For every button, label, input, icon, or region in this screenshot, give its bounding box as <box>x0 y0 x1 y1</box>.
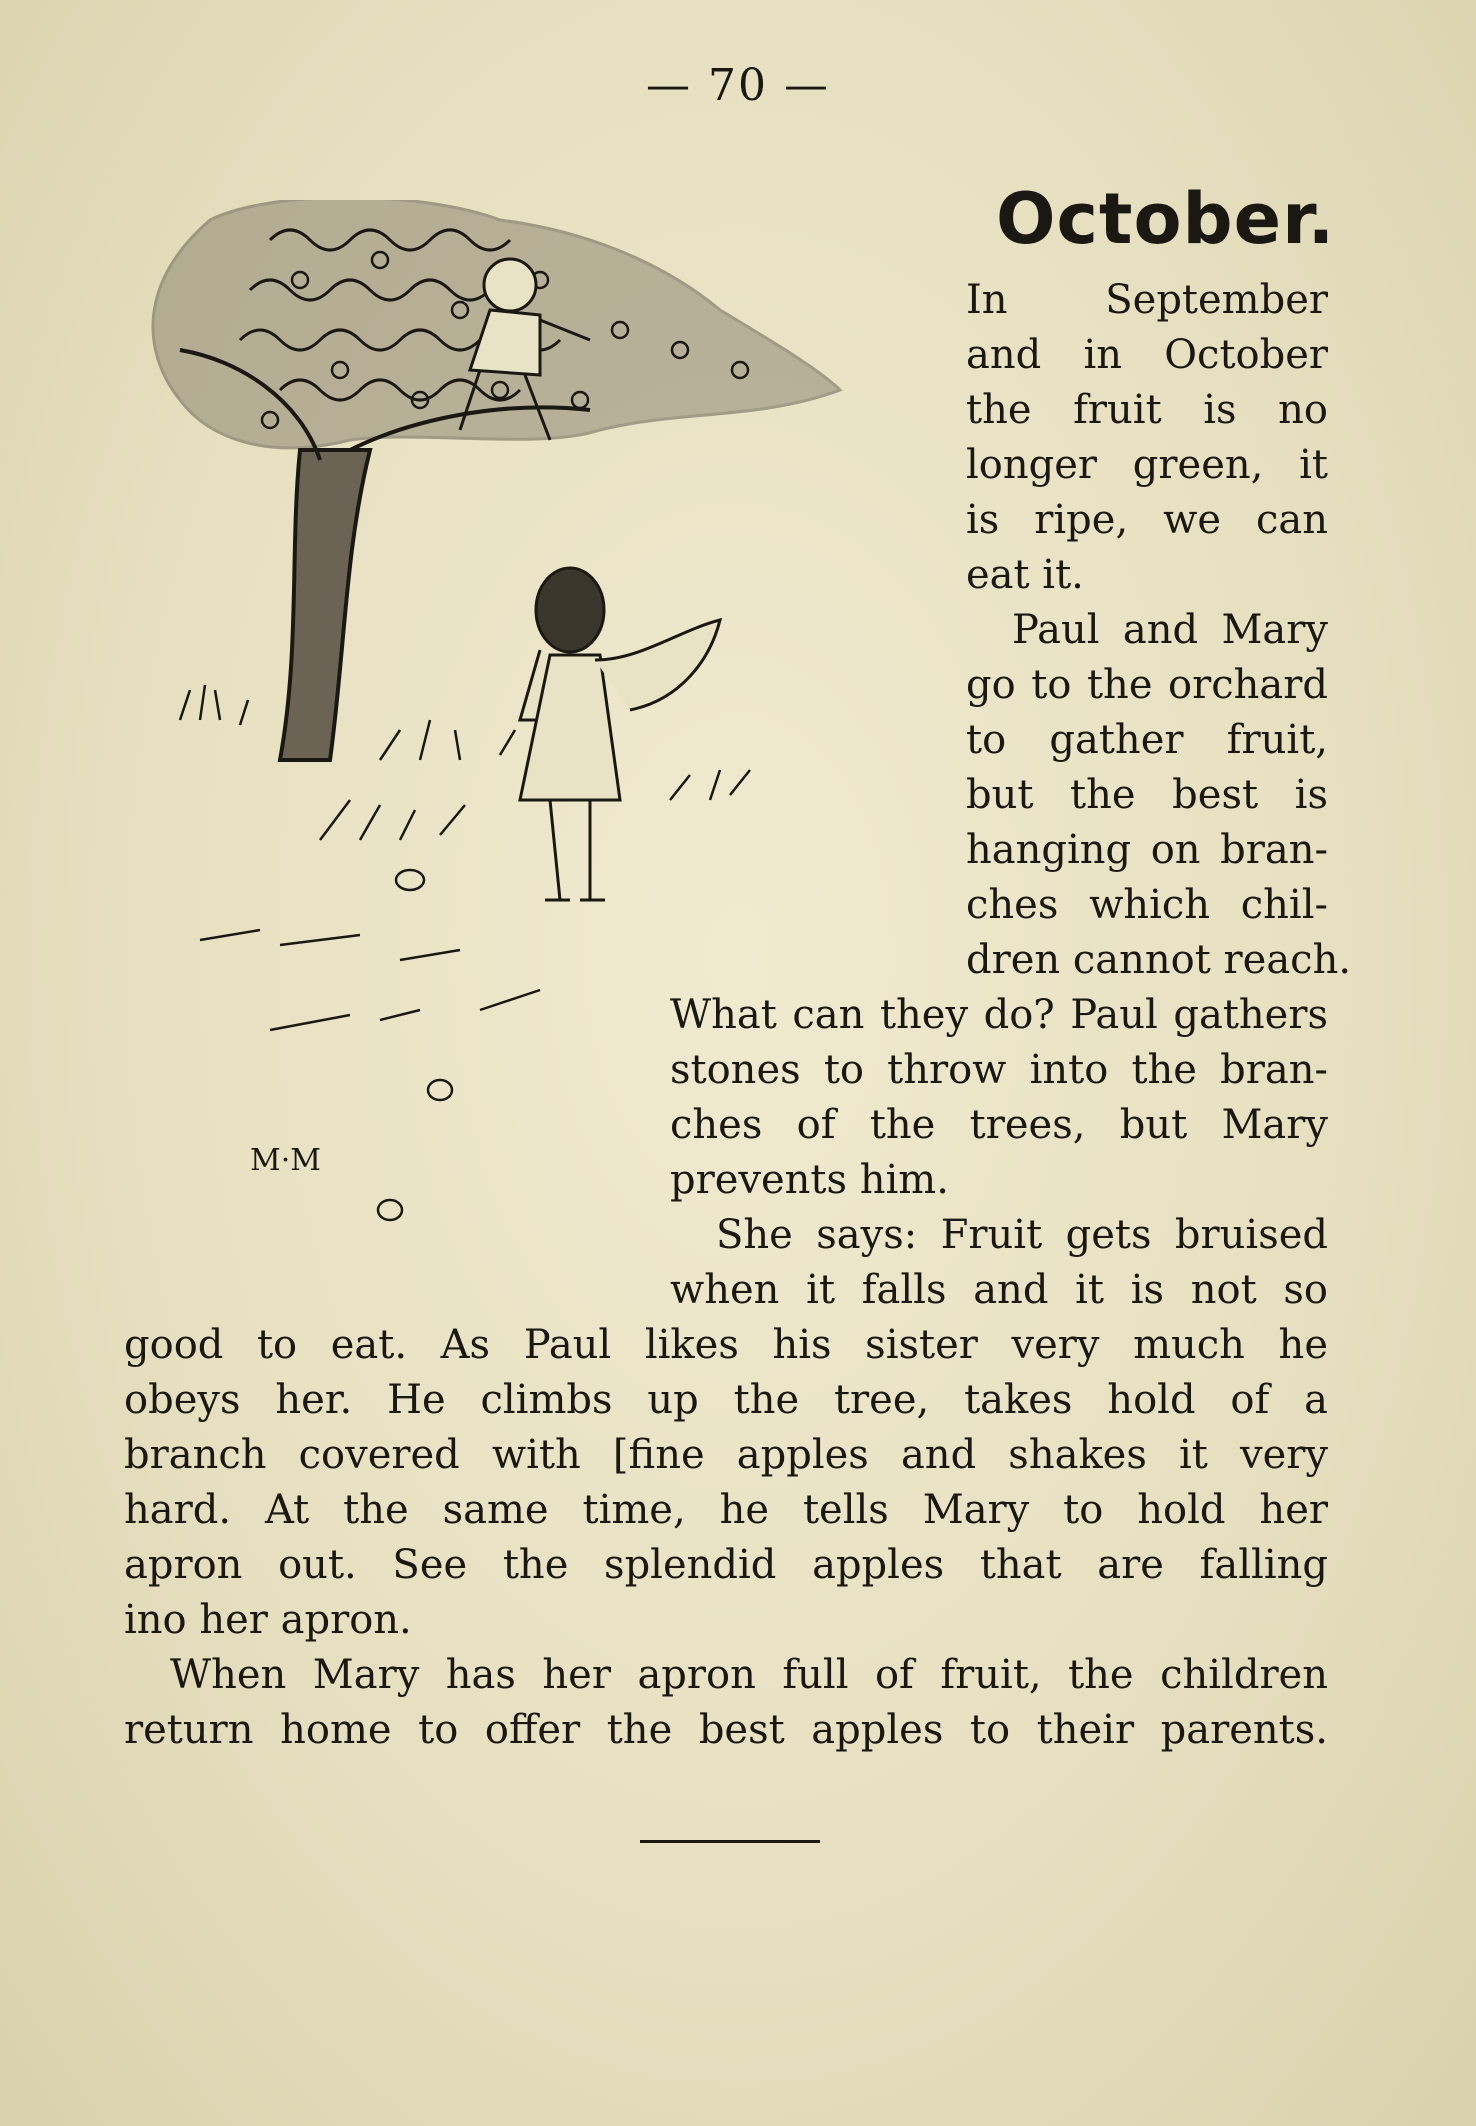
text-line: stones to throw into the bran- <box>670 1047 1328 1093</box>
text-line: to gather fruit, <box>966 717 1328 763</box>
text-line: the fruit is no <box>966 387 1328 433</box>
girl-figure <box>520 568 720 900</box>
text-line: but the best is <box>966 772 1328 818</box>
grass-strokes <box>180 685 750 1220</box>
text-line: and in October <box>966 332 1328 378</box>
page-number: — 70 — <box>646 60 830 111</box>
text-line: ches which chil- <box>966 882 1328 928</box>
text-line: apron out. See the splendid apples that are falling <box>124 1542 1328 1588</box>
text-line: dren cannot reach. <box>966 937 1352 983</box>
text-line: ino her apron. <box>124 1597 412 1643</box>
text-line: hanging on bran- <box>966 827 1328 873</box>
text-line: When Mary has her apron full of fruit, the children <box>170 1652 1328 1698</box>
text-line: hard. At the same time, he tells Mary to hold her <box>124 1487 1328 1533</box>
text-line: What can they do? Paul gathers <box>670 992 1328 1038</box>
text-line: She says: Fruit gets bruised <box>716 1212 1328 1258</box>
text-line: return home to offer the best apples to their parents. <box>124 1707 1328 1753</box>
text-line: eat it. <box>966 552 1084 598</box>
text-line: Paul and Mary <box>1012 607 1328 653</box>
text-line: when it falls and it is not so <box>670 1267 1328 1313</box>
text-line: In September <box>966 277 1328 323</box>
illustrator-signature: M·M <box>250 1143 321 1178</box>
text-line: obeys her. He climbs up the tree, takes hold of a <box>124 1377 1328 1423</box>
end-rule <box>640 1840 820 1843</box>
text-line: ches of the trees, but Mary <box>670 1102 1328 1148</box>
text-line: branch covered with [fine apples and shakes it very <box>124 1432 1328 1478</box>
text-line: is ripe, we can <box>966 497 1328 543</box>
chapter-title: October. <box>996 178 1336 260</box>
text-line: longer green, it <box>966 442 1328 488</box>
text-line: go to the orchard <box>966 662 1328 708</box>
text-line: prevents him. <box>670 1157 949 1203</box>
text-line: good to eat. As Paul likes his sister very much he <box>124 1322 1328 1368</box>
